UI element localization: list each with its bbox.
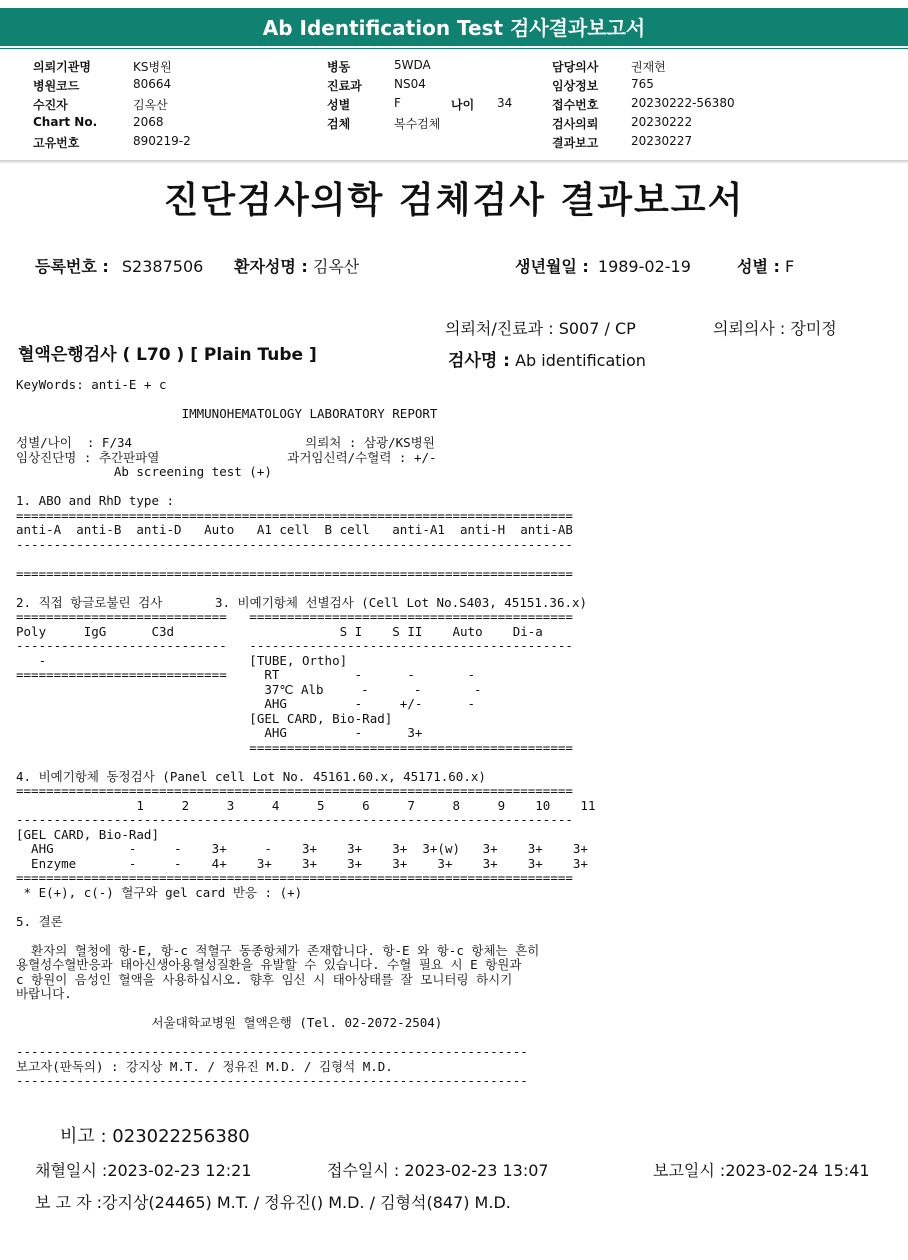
report-line [16,552,896,567]
meta-value: 권재현 [631,60,666,74]
report-line: Ab screening test (+) [16,464,272,479]
meta-value: 20230222-56380 [631,96,735,110]
report-line: 1 2 3 4 5 6 7 8 9 10 11 [16,797,596,813]
meta-key: 진료과 [327,79,362,93]
report-line [16,1002,896,1017]
report-title: 진단검사의학 검체검사 결과보고서 [163,180,745,221]
report-line: - [TUBE, Ortho] [16,652,348,668]
report-line: ---------------------------- ------------------------------------------- [16,638,573,653]
report-line: 임상진단명 : 추간판파열 과거임신력/수혈력 : +/- [16,449,437,465]
test-section: 혈액은행검사 ( L70 ) [ Plain Tube ] [18,345,317,365]
report-line [16,900,896,915]
meta-key: 검사의뢰 [552,117,599,131]
meta-value: NS04 [394,77,426,91]
report-time-label: 보고일시 : [653,1161,726,1180]
report-line: 5. 결론 [16,913,63,929]
meta-value: 765 [631,77,654,91]
meta-col-2 [327,58,527,134]
meta-value: 20230222 [631,115,693,129]
report-line: 4. 비예기항체 동정검사 (Panel cell Lot No. 45161.60.x, 45171.60.x) [16,768,486,784]
meta-value: F [394,96,401,110]
lab-report-body [16,378,896,1089]
patient-name [234,254,359,277]
meta-key: 접수번호 [552,98,599,112]
report-line: ========================================================================== [16,507,573,523]
report-line: AHG - +/- - [16,696,476,711]
birth-date [515,254,691,277]
patient-sex [737,254,794,277]
section-divider [0,160,908,164]
report-line: c 항원이 음성인 혈액을 사용하십시오. 향후 임신 시 태아상태를 잘 모니터링 하시기 [16,971,513,987]
report-line [16,1031,896,1046]
report-line: 37℃ Alb - - - [16,681,482,697]
meta-value: 80664 [133,77,172,91]
report-line: -------------------------------------------------------------------- [16,1073,528,1088]
report-time-value: 2023-02-24 15:41 [725,1161,870,1180]
report-line: [GEL CARD, Bio-Rad] [16,826,159,842]
meta-key: 병동 [327,60,351,74]
dob-value: 1989-02-19 [597,257,691,276]
report-line: AHG - - 3+ - 3+ 3+ 3+ 3+(w) 3+ 3+ 3+ [16,841,588,856]
receipt-time [327,1158,549,1181]
meta-value: 20230227 [631,134,693,148]
meta-value: 5WDA [394,58,431,72]
report-header-title: Ab Identification Test 검사결과보고서 [0,8,908,46]
collection-time [35,1158,252,1181]
report-line: * E(+), c(-) 혈구와 gel card 반응 : (+) [16,884,303,900]
report-line: anti-A anti-B anti-D Auto A1 cell B cell anti-A1 anti-H anti-AB [16,522,573,537]
header-underline [0,48,908,49]
report-line: ========================================================================== [16,565,573,581]
report-line: KeyWords: anti-E + c [16,377,167,392]
report-line: 성별/나이 : F/34 의뢰처 : 삼광/KS병원 [16,435,435,450]
report-line: IMMUNOHEMATOLOGY LABORATORY REPORT [16,406,438,421]
test-value: Ab identification [515,351,646,370]
report-line: ========================================================================== [16,870,573,885]
meta-key: 수진자 [33,98,68,112]
meta-value: 2068 [133,115,164,129]
report-line: 1. ABO and RhD type : [16,493,175,508]
report-line: Poly IgG C3d S I S II Auto Di-a [16,623,543,639]
report-line: 2. 직접 항글로불린 검사 3. 비예기항체 선별검사 (Cell Lot No.S403, 45151.36.x) [16,594,588,610]
name-label: 환자성명 : [234,257,308,276]
collection-value: 2023-02-23 12:21 [107,1161,252,1180]
report-line: ============================ =========================================== [16,609,573,624]
report-line: -------------------------------------------------------------------- [16,1044,528,1059]
meta-key: 검체 [327,117,351,131]
report-line: Enzyme - - 4+ 3+ 3+ 3+ 3+ 3+ 3+ 3+ 3+ [16,855,588,871]
meta-value: 복수검체 [394,117,441,131]
requesting-doctor: 의뢰의사 : 장미정 [713,319,837,338]
meta-key: 의뢰기관명 [33,60,91,74]
reg-value: S2387506 [121,257,204,276]
report-line: ========================================================================== [16,783,573,798]
meta-value: 김옥산 [133,98,168,112]
report-line [16,422,896,437]
reporter-label: 보 고 자 : [35,1193,103,1212]
reporter-value: 강지상(24465) M.T. / 정유진() M.D. / 김형석(847) M.D. [102,1193,511,1212]
report-line: ============================ RT - - - [16,667,476,682]
remarks-label: 비고 : [60,1126,107,1147]
meta-key: 결과보고 [552,136,599,150]
test-name [448,346,646,371]
remarks [60,1122,250,1148]
report-line: 바랍니다. [16,986,72,1001]
report-line [16,581,896,596]
report-line: -------------------------------------------------------------------------- [16,812,573,827]
report-time [653,1158,870,1181]
meta-col-3 [552,58,812,153]
remarks-value: 023022256380 [112,1126,250,1147]
report-line: =========================================== [16,739,573,755]
requesting-department: 의뢰처/진료과 : S007 / CP [445,319,636,338]
report-line [16,480,896,495]
report-line [16,755,896,770]
report-line: 보고자(판독의) : 강지상 M.T. / 정유진 M.D. / 김형석 M.D. [16,1058,393,1074]
report-line: [GEL CARD, Bio-Rad] [16,710,393,726]
receipt-value: 2023-02-23 13:07 [404,1161,549,1180]
report-line: 환자의 혈청에 항-E, 항-c 적혈구 동종항체가 존재합니다. 항-E 와 항-c 항체는 흔히 [16,942,540,958]
collection-label: 채혈일시 : [35,1161,108,1180]
dob-label: 생년월일 : [515,257,589,276]
report-line: 서울대학교병원 혈액은행 (Tel. 02-2072-2504) [16,1015,443,1030]
name-value: 김옥산 [312,257,360,276]
meta-key: 담당의사 [552,60,599,74]
meta-key: 병원코드 [33,79,80,93]
meta-key: 성별 [327,98,351,112]
receipt-label: 접수일시 : [327,1161,400,1180]
registration-number [35,254,203,277]
reg-label: 등록번호 : [35,257,109,276]
meta-value: KS병원 [133,60,172,74]
age-value: 34 [497,96,513,110]
report-line: AHG - 3+ [16,725,423,740]
age-label: 나이 [451,98,475,112]
reporter [35,1190,511,1213]
report-line [16,929,896,944]
meta-key: 임상정보 [552,79,599,93]
sex-label: 성별 : [737,257,780,276]
report-line [16,393,896,408]
report-line: 용혈성수혈반응과 태아신생아용혈성질환을 유발할 수 있습니다. 수혈 필요 시 E 항원과 [16,957,522,972]
report-line: -------------------------------------------------------------------------- [16,536,573,552]
sex-value: F [784,257,795,276]
test-label: 검사명 : [448,351,510,371]
meta-value: 890219-2 [133,134,191,148]
meta-key: Chart No. [33,115,98,129]
meta-key: 고유번호 [33,136,80,150]
